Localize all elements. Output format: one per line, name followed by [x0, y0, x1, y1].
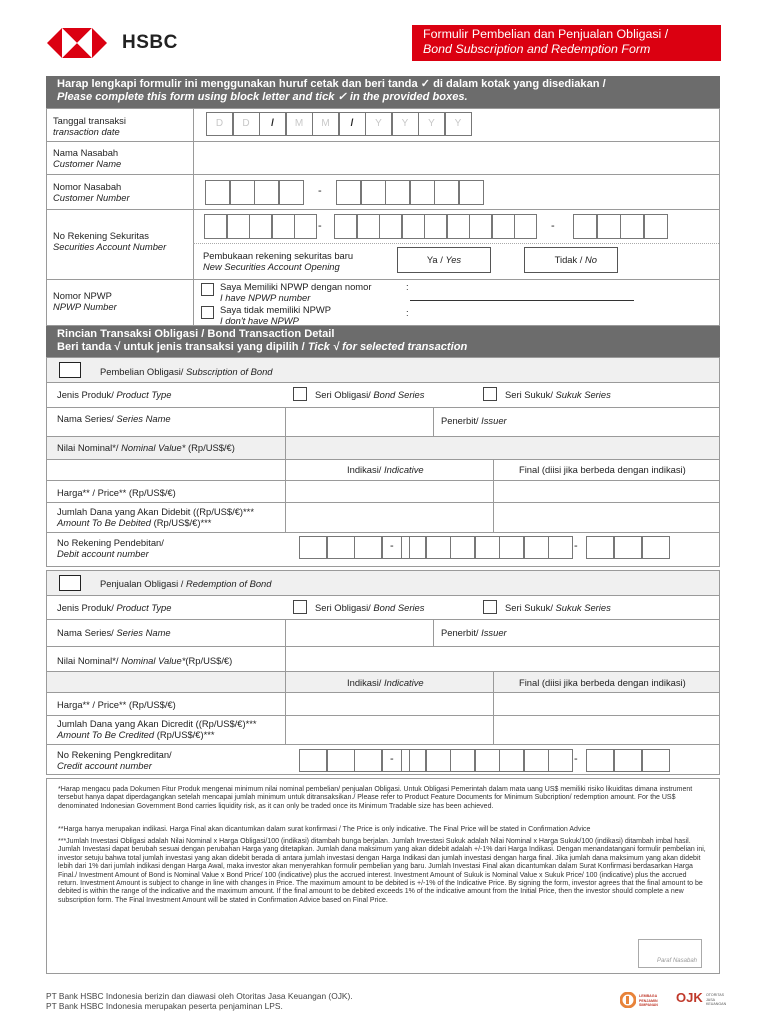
ojk-text: OTORITAS JASA KEUANGAN — [706, 993, 727, 1006]
lps-text: LEMBAGA PENJAMIN SIMPANAN — [639, 994, 658, 1007]
subscription-checkbox[interactable] — [59, 362, 81, 378]
date-cell[interactable]: / — [339, 112, 366, 136]
securities-account-cell[interactable] — [644, 214, 668, 239]
sub-bond-series-label: Seri Obligasi/ Bond Series — [315, 389, 425, 400]
securities-account-cell[interactable] — [620, 214, 644, 239]
credit-account-cell[interactable] — [426, 749, 451, 772]
date-cell[interactable]: Y — [365, 112, 392, 136]
yes-option[interactable]: Ya / Yes — [397, 247, 491, 273]
sub-product-label: Jenis Produk/ Product Type — [57, 389, 172, 400]
brand-name: HSBC — [122, 32, 178, 53]
securities-account-cell[interactable] — [357, 214, 380, 239]
sub-price-label: Harga** / Price** (Rp/US$/€) — [57, 487, 176, 498]
debit-account-cell[interactable] — [475, 536, 500, 559]
date-cell[interactable]: M — [286, 112, 313, 136]
credit-account-cell[interactable] — [524, 749, 549, 772]
red-issuer-label: Penerbit/ Issuer — [441, 627, 507, 638]
red-bond-series-checkbox[interactable] — [293, 600, 307, 614]
credit-account-cell[interactable] — [548, 749, 573, 772]
instruction-id: Harap lengkapi formulir ini menggunakan huruf cetak dan beri tanda ✓ di dalam kotak yang disediakan / — [57, 78, 606, 90]
red-series-name-label: Nama Series/ Series Name — [57, 627, 171, 638]
date-label: Tanggal transaksi transaction date — [53, 115, 126, 137]
red-bond-series-label: Seri Obligasi/ Bond Series — [315, 602, 425, 613]
date-cell[interactable]: Y — [445, 112, 472, 136]
transaction-detail-banner — [46, 326, 720, 357]
securities-account-label: No Rekening Sekuritas Securities Account Number — [53, 230, 167, 252]
customer-number-cell[interactable] — [434, 180, 459, 205]
sub-sukuk-series-label: Seri Sukuk/ Sukuk Series — [505, 389, 611, 400]
securities-account-cell[interactable] — [227, 214, 250, 239]
date-cell[interactable]: M — [312, 112, 339, 136]
sub-sukuk-series-checkbox[interactable] — [483, 387, 497, 401]
credit-account-cell[interactable] — [401, 749, 426, 772]
credit-account-cell[interactable] — [450, 749, 475, 772]
redemption-title: Penjualan Obligasi / Redemption of Bond — [100, 578, 272, 589]
no-option[interactable]: Tidak / No — [524, 247, 618, 273]
debit-account-cell[interactable] — [586, 536, 614, 559]
redemption-panel — [46, 570, 720, 775]
customer-number-label: Nomor Nasabah Customer Number — [53, 181, 130, 203]
date-cell[interactable]: Y — [392, 112, 419, 136]
signature-box[interactable] — [638, 939, 702, 968]
no-npwp-label: Saya tidak memiliki NPWP I don't have NPWP — [220, 304, 331, 326]
debit-account-cell[interactable] — [499, 536, 524, 559]
form-title — [412, 25, 721, 61]
debit-account-cell[interactable] — [450, 536, 475, 559]
note-investment: ***Jumlah Investasi Obligasi adalah Nilai Nominal x Harga Obligasi/100 (indikasi) ditambah bunga berjalan. Jumlah Investasi Sukuk adalah Nilai Nominal x Harga Sukuk/100 (indikasi) ditambah imbal hasil. Jumlah Investasi dapat berubah sesuai dengan perubahan Harga yang ditetapkan. Jumlah dana maksimum yang akan didebit adalah +/-1% dari Harga Indikasi. Dengan menandatangani formulir pembelian ini, investor setuju bahwa total jumlah investasi yang akan didebit berada di antara jumlah investasi dengan Harga Indikasi dan jumlah investasi dengan harga final. Jika jumlah dana maksimum yang akan didebit lebih dari 1% dari jumlah indikasi dengan Harga Awal, maka investor akan menyerahkan formulir pembelian yang baru. Jumlah Investasi Final akan dicantumkan dalam Surat Konfirmasi berdasarkan Harga Final./ Investment Amount of Bond is Nominal Value x Bond Price/ 100 (indicative) plus the accrued interest. Investment Amount of Sukuk is Nominal Value x Sukuk Price/ 100 (indicative) plus the accrued return. Investment Amount is subject to change in line with changes in Price. The maximum amount to be debited is +/-1% of the Indicative Price. By signing the form, investor agrees that the final amount to be debited is within the range of the indicative and the maximum amount. If the final amount to be debited exceeds 1% of the indicative amount from the Initial Price, then the investor should complete a new subscription form. The Final Investment Amount will be stated in Confirmation Advice based on Final Price. — [58, 838, 706, 904]
securities-account-cell[interactable] — [402, 214, 425, 239]
debit-account-cell[interactable] — [327, 536, 355, 559]
securities-account-cell[interactable] — [514, 214, 537, 239]
customer-number-cell[interactable] — [279, 180, 304, 205]
customer-number-cell[interactable] — [336, 180, 361, 205]
have-npwp-checkbox[interactable] — [201, 283, 214, 296]
securities-account-cell[interactable] — [597, 214, 621, 239]
debit-account-cell[interactable] — [524, 536, 549, 559]
subscription-title: Pembelian Obligasi/ Subscription of Bond — [100, 366, 273, 377]
ojk-wordmark: OJK — [676, 990, 703, 1005]
red-final-header: Final (diisi jika berbeda dengan indikasi) — [519, 677, 686, 688]
npwp-number-line[interactable] — [410, 300, 634, 301]
sub-indicative-header: Indikasi/ Indicative — [347, 464, 424, 475]
note-price: **Harga hanya merupakan indikasi. Harga Final akan dicantumkan dalam surat konfirmasi / The Price is only indicative. The Final Price will be stated in Confirmation Advice — [58, 826, 591, 833]
securities-account-cell[interactable] — [379, 214, 402, 239]
footer-line-1: PT Bank HSBC Indonesia berizin dan diawasi oleh Otoritas Jasa Keuangan (OJK). — [46, 991, 353, 1001]
date-cell[interactable]: D — [206, 112, 233, 136]
securities-account-cell[interactable] — [249, 214, 272, 239]
date-cell[interactable]: Y — [418, 112, 445, 136]
note-minimum: *Harap mengacu pada Dokumen Fitur Produk mengenai minimum nilai nominal pembelian/ penjualan Obligasi. Untuk Obligasi Pemerintah dalam mata uang US$ memiliki risiko likuiditas dimana instrument tersebut hanya dapat diperdagangkan setelah mencapai jumlah minimum untuk ditransaksikan./ Please refer to Product Feature Documents for Minimum Subcription/ redemption amount. For the US$ denominated Indonesian Government Bond carries liquidity risk, as it can only be traded once its Minimum Tradable size has been achieved. — [58, 786, 693, 810]
debit-account-cell[interactable] — [642, 536, 670, 559]
credit-account-cell-dash: - — [390, 753, 394, 765]
customer-number-cell[interactable] — [254, 180, 279, 205]
securities-account-cell[interactable] — [424, 214, 447, 239]
red-sukuk-series-checkbox[interactable] — [483, 600, 497, 614]
credit-account-cell[interactable] — [614, 749, 642, 772]
debit-account-cell[interactable] — [614, 536, 642, 559]
form-title-en: Bond Subscription and Redemption Form — [423, 42, 651, 56]
customer-name-label: Nama Nasabah Customer Name — [53, 147, 122, 169]
redemption-checkbox[interactable] — [59, 575, 81, 591]
securities-account-cell[interactable] — [469, 214, 492, 239]
credit-account-cell[interactable] — [475, 749, 500, 772]
form-title-id: Formulir Pembelian dan Penjualan Obligasi / — [423, 27, 669, 41]
lps-logo-icon — [620, 992, 636, 1008]
red-amount-label: Jumlah Dana yang Akan Dicredit ((Rp/US$/€)*** Amount To Be Credited (Rp/US$/€)*** — [57, 718, 257, 740]
sub-amount-label: Jumlah Dana yang Akan Didebit ((Rp/US$/€)*** Amount To Be Debited (Rp/US$/€)*** — [57, 506, 254, 528]
customer-number-cell[interactable] — [361, 180, 386, 205]
debit-account-cell[interactable] — [426, 536, 451, 559]
debit-account-cell-dash: - — [390, 540, 394, 552]
debit-account-cell-dash: - — [574, 540, 578, 552]
customer-number-dash: - — [318, 185, 322, 197]
sub-debit-account-label: No Rekening Pendebitan/ Debit account number — [57, 537, 164, 559]
securities-account-cell[interactable] — [204, 214, 227, 239]
date-cell[interactable]: D — [233, 112, 260, 136]
securities-account-cell[interactable] — [492, 214, 515, 239]
securities-account-cell[interactable] — [272, 214, 295, 239]
credit-account-cell-dash: - — [574, 753, 578, 765]
securities-account-cell[interactable] — [294, 214, 317, 239]
customer-number-cell[interactable] — [385, 180, 410, 205]
new-account-label: Pembukaan rekening sekuritas baru New Securities Account Opening — [203, 250, 354, 272]
sub-nominal-label: Nilai Nominal*/ Nominal Value* (Rp/US$/€) — [57, 442, 235, 453]
footer-line-2: PT Bank HSBC Indonesia merupakan peserta penjaminan LPS. — [46, 1001, 283, 1011]
securities-account-cell[interactable] — [573, 214, 597, 239]
sub-final-header: Final (diisi jika berbeda dengan indikasi) — [519, 464, 686, 475]
hsbc-logo-icon — [47, 28, 107, 58]
customer-number-cell[interactable] — [205, 180, 230, 205]
debit-account-cell[interactable] — [548, 536, 573, 559]
detail-header-title: Rincian Transaksi Obligasi / Bond Transaction Detail — [57, 328, 335, 340]
detail-header-instruction: Beri tanda √ untuk jenis transaksi yang dipilih / Tick √ for selected transaction — [57, 341, 468, 353]
securities-account-dash: - — [318, 220, 322, 232]
customer-number-cell[interactable] — [410, 180, 435, 205]
debit-account-cell[interactable] — [401, 536, 426, 559]
date-cell[interactable]: / — [259, 112, 286, 136]
red-price-label: Harga** / Price** (Rp/US$/€) — [57, 699, 176, 710]
credit-account-cell[interactable] — [327, 749, 355, 772]
credit-account-cell[interactable] — [354, 749, 382, 772]
red-product-label: Jenis Produk/ Product Type — [57, 602, 172, 613]
red-credit-account-label: No Rekening Pengkreditan/ Credit account number — [57, 749, 172, 771]
credit-account-cell[interactable] — [499, 749, 524, 772]
credit-account-cell[interactable] — [586, 749, 614, 772]
ojk-logo — [676, 990, 728, 1014]
credit-account-cell[interactable] — [642, 749, 670, 772]
sub-bond-series-checkbox[interactable] — [293, 387, 307, 401]
no-npwp-checkbox[interactable] — [201, 306, 214, 319]
securities-account-dash: - — [551, 220, 555, 232]
customer-number-cell[interactable] — [459, 180, 484, 205]
lps-logo — [620, 990, 668, 1012]
debit-account-cell[interactable] — [354, 536, 382, 559]
sub-issuer-label: Penerbit/ Issuer — [441, 415, 507, 426]
debit-account-cell[interactable] — [299, 536, 327, 559]
red-nominal-label: Nilai Nominal*/ Nominal Value*(Rp/US$/€) — [57, 655, 233, 666]
npwp-label: Nomor NPWP NPWP Number — [53, 290, 117, 312]
red-sukuk-series-label: Seri Sukuk/ Sukuk Series — [505, 602, 611, 613]
customer-number-cell[interactable] — [230, 180, 255, 205]
colon-1: : — [406, 281, 409, 292]
instruction-en: Please complete this form using block letter and tick ✓ in the provided boxes. — [57, 91, 468, 103]
sub-series-name-label: Nama Series/ Series Name — [57, 413, 171, 424]
signature-label: Paraf Nasabah — [656, 958, 697, 964]
colon-2: : — [406, 307, 409, 318]
securities-account-cell[interactable] — [334, 214, 357, 239]
credit-account-cell[interactable] — [299, 749, 327, 772]
instruction-banner — [46, 76, 720, 108]
red-indicative-header: Indikasi/ Indicative — [347, 677, 424, 688]
have-npwp-label: Saya Memiliki NPWP dengan nomor I have NPWP number — [220, 281, 372, 303]
securities-account-cell[interactable] — [447, 214, 470, 239]
